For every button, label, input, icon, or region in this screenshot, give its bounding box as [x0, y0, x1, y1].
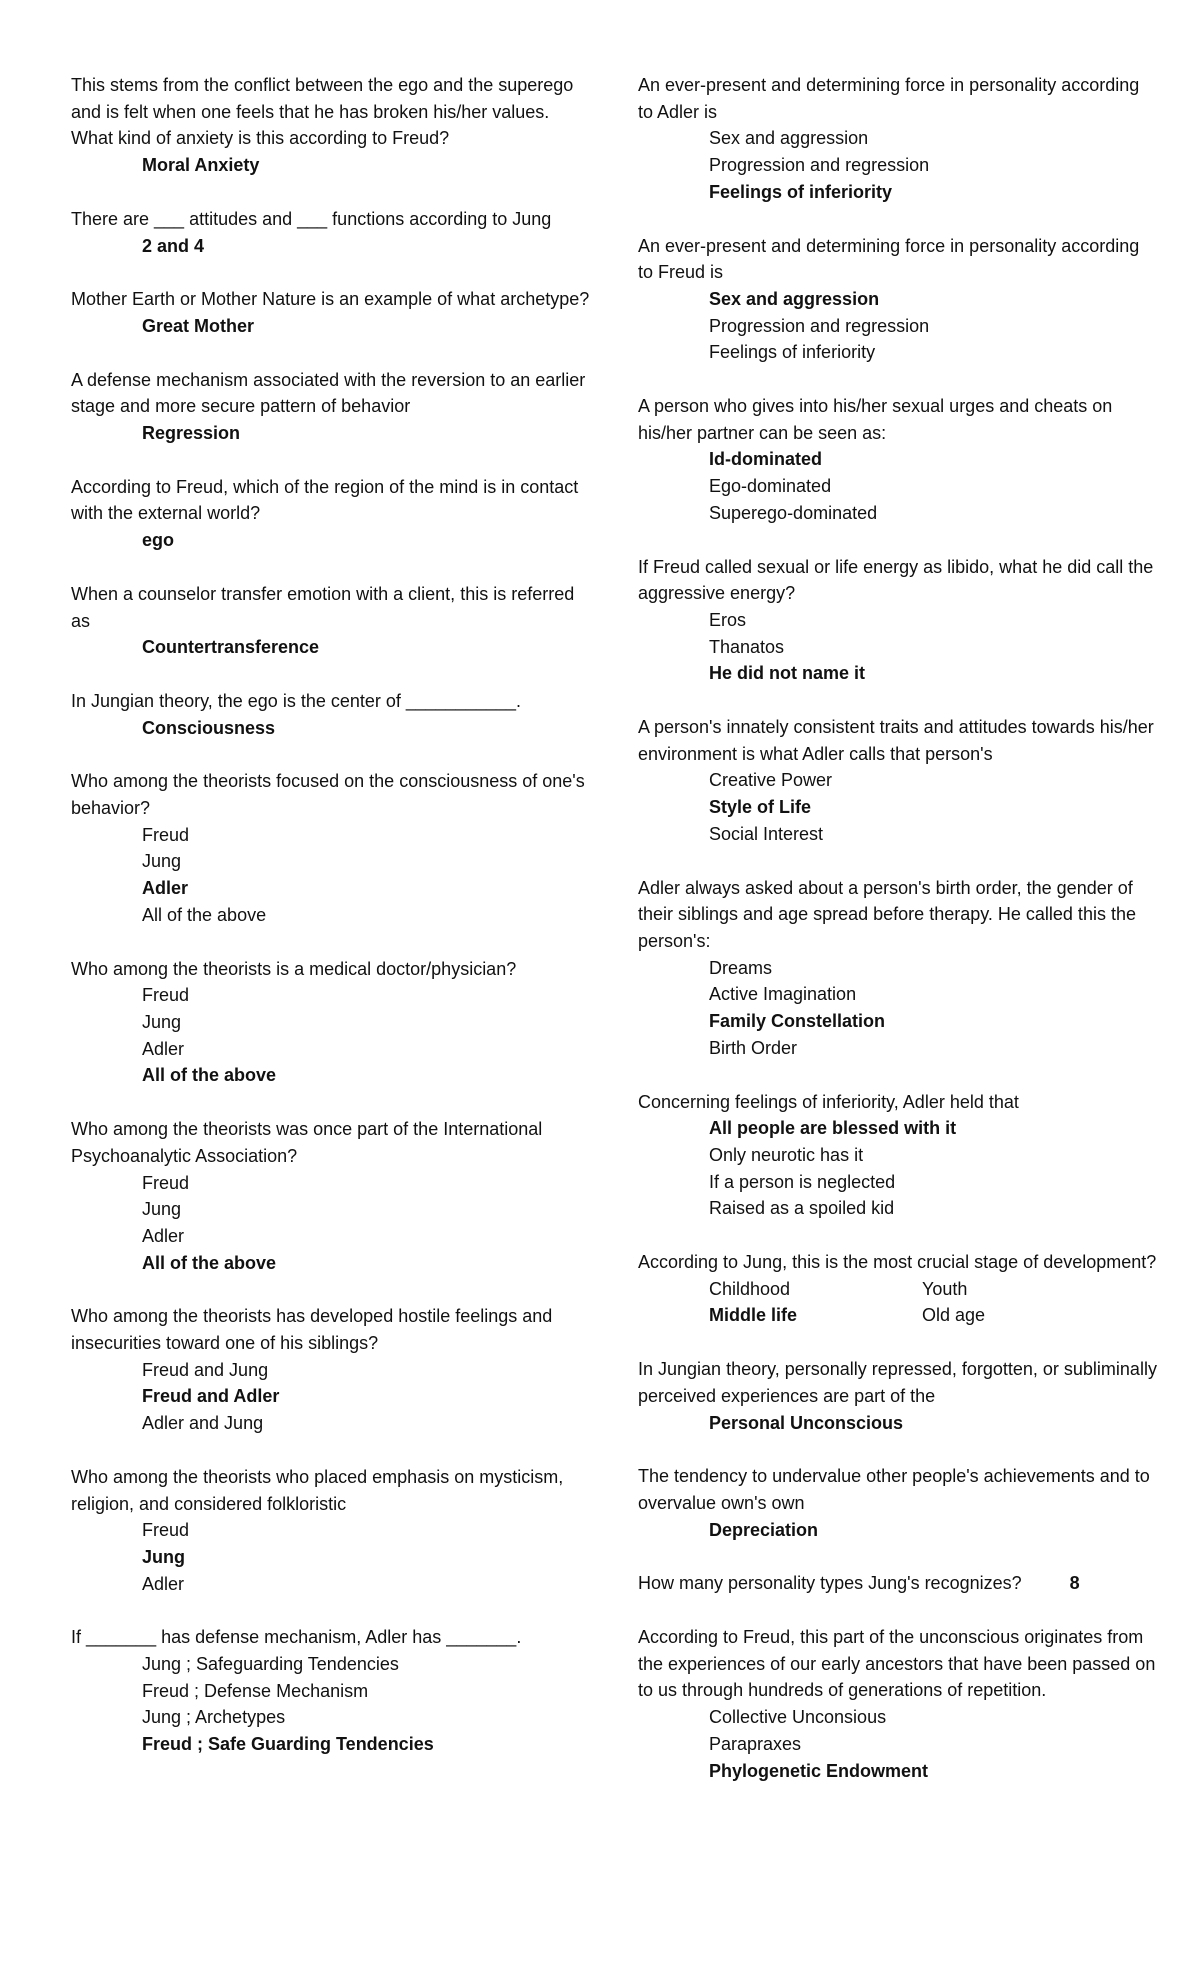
answer-options [71, 634, 591, 661]
correct-answer-option: Countertransference [142, 637, 320, 658]
question-text: A person's innately consistent traits and attitudes towards his/her environment is what Adler calls that person's [638, 717, 1154, 764]
correct-answer-option: All people are blessed with it [709, 1118, 957, 1139]
answer-option: Adler and Jung [142, 1413, 264, 1434]
question-text: This stems from the conflict between the ego and the superego and is felt when one feels that he has broken his/her values. What kind of anxiety is this according to Freud? [71, 75, 574, 149]
question-text: A person who gives into his/her sexual urges and cheats on his/her partner can be seen as: [638, 396, 1113, 443]
question-text: Who among the theorists focused on the consciousness of one's behavior? [71, 771, 585, 819]
question-block [71, 956, 591, 1090]
question-text: Mother Earth or Mother Nature is an example of what archetype? [71, 289, 590, 310]
question-block [638, 1624, 1158, 1784]
right-column [638, 72, 1158, 1811]
question-text: Who among the theorists who placed emphasis on mysticism, religion, and considered folkloristic [71, 1466, 564, 1514]
question-block [71, 1116, 591, 1276]
answer-options [638, 125, 1158, 205]
answer-option: Jung [142, 1199, 182, 1220]
question-text: A defense mechanism associated with the reversion to an earlier stage and more secure pattern of behavior [71, 369, 586, 417]
correct-answer-option: Great Mother [142, 315, 255, 336]
question-text: According to Jung, this is the most crucial stage of development? [638, 1252, 1157, 1273]
answer-option: Freud and Jung [142, 1359, 269, 1380]
question-block [638, 1356, 1158, 1436]
answer-option: Jung [142, 1011, 182, 1032]
answer-option: Jung [142, 851, 182, 872]
correct-answer-option: Consciousness [142, 717, 276, 738]
correct-answer-option: Personal Unconscious [709, 1412, 904, 1433]
correct-answer-option: Jung [142, 1546, 185, 1567]
answer-option: Old age [922, 1305, 986, 1326]
correct-answer-option: Depreciation [709, 1519, 819, 1540]
correct-answer-option: 2 and 4 [142, 235, 205, 256]
answer-option: Progression and regression [709, 155, 930, 176]
correct-answer-option: All of the above [142, 1065, 277, 1086]
answer-options [638, 1115, 1158, 1222]
answer-options [71, 527, 591, 554]
correct-answer-option: Freud ; Safe Guarding Tendencies [142, 1734, 434, 1755]
answer-text: 8 [1069, 1573, 1080, 1594]
correct-answer-option: Phylogenetic Endowment [709, 1760, 929, 1781]
answer-options [638, 1517, 1158, 1544]
question-block [71, 474, 591, 554]
question-block [638, 875, 1158, 1062]
answer-options [638, 1410, 1158, 1437]
answer-option: Ego-dominated [709, 476, 832, 497]
answer-options [71, 1170, 591, 1277]
answer-option: Childhood [709, 1278, 791, 1299]
answer-option: Adler [142, 1038, 185, 1059]
question-block [638, 233, 1158, 367]
answer-options [638, 446, 1158, 526]
correct-answer-option: All of the above [142, 1252, 277, 1273]
answer-option: All of the above [142, 904, 267, 925]
answer-options [71, 715, 591, 742]
answer-option: Freud ; Defense Mechanism [142, 1680, 369, 1701]
question-block [71, 581, 591, 661]
answer-option: Adler [142, 1573, 185, 1594]
correct-answer-option: Adler [142, 878, 189, 899]
answer-option: Thanatos [709, 636, 785, 657]
answer-options [71, 313, 591, 340]
question-block [71, 1464, 591, 1598]
answer-options [71, 982, 591, 1089]
question-block [71, 1624, 591, 1758]
answer-option: Youth [922, 1278, 968, 1299]
answer-option: Parapraxes [709, 1733, 802, 1754]
answer-option: Dreams [709, 957, 773, 978]
question-text: The tendency to undervalue other people's achievements and to overvalue own's own [638, 1466, 1150, 1513]
correct-answer-option: Regression [142, 423, 241, 444]
question-text: According to Freud, which of the region of the mind is in contact with the external world? [71, 476, 579, 524]
left-column [71, 72, 591, 1785]
correct-answer-option: He did not name it [709, 663, 866, 684]
question-block [638, 1570, 1158, 1597]
question-block [71, 72, 591, 179]
answer-options [71, 233, 591, 260]
question-text: According to Freud, this part of the unconscious originates from the experiences of our early ancestors that have been passed on to us through hundreds of generations of repetition. [638, 1627, 1156, 1701]
question-row [638, 1570, 1158, 1597]
answer-options [638, 955, 1158, 1062]
question-block [638, 1089, 1158, 1223]
question-block [71, 768, 591, 928]
answer-option: Freud [142, 1172, 190, 1193]
question-block [638, 72, 1158, 206]
question-block [71, 1303, 591, 1437]
correct-answer-option: Middle life [709, 1305, 798, 1326]
answer-options [71, 420, 591, 447]
answer-options [71, 152, 591, 179]
question-text: Who among the theorists has developed hostile feelings and insecurities toward one of his siblings? [71, 1306, 553, 1354]
question-block [638, 1463, 1158, 1543]
question-text: How many personality types Jung's recognizes? [638, 1573, 1022, 1594]
correct-answer-option: Family Constellation [709, 1011, 886, 1032]
answer-option: Birth Order [709, 1037, 798, 1058]
answer-option: Adler [142, 1225, 185, 1246]
question-block [638, 1249, 1158, 1329]
answer-options [638, 1704, 1158, 1784]
answer-options [638, 1276, 1158, 1329]
question-text: When a counselor transfer emotion with a client, this is referred as [71, 583, 575, 631]
answer-options [71, 1651, 591, 1758]
question-text: Who among the theorists is a medical doctor/physician? [71, 958, 517, 979]
answer-option: Collective Unconsious [709, 1707, 887, 1728]
answer-option: Social Interest [709, 823, 824, 844]
answer-option: Superego-dominated [709, 502, 878, 523]
question-block [638, 714, 1158, 848]
correct-answer-option: Freud and Adler [142, 1386, 280, 1407]
correct-answer-option: Moral Anxiety [142, 155, 260, 176]
answer-options [71, 822, 591, 929]
answer-option: If a person is neglected [709, 1171, 896, 1192]
answer-options [638, 767, 1158, 847]
correct-answer-option: ego [142, 530, 175, 551]
answer-option: Sex and aggression [709, 128, 869, 149]
correct-answer-option: Id-dominated [709, 449, 822, 470]
answer-options [638, 607, 1158, 687]
answer-option: Freud [142, 985, 190, 1006]
answer-options [71, 1357, 591, 1437]
answer-options [638, 286, 1158, 366]
answer-option: Active Imagination [709, 984, 857, 1005]
answer-option: Jung ; Archetypes [142, 1707, 286, 1728]
question-block [638, 393, 1158, 527]
question-text: An ever-present and determining force in personality according to Adler is [638, 75, 1140, 122]
answer-option: Progression and regression [709, 315, 930, 336]
answer-option: Freud [142, 824, 190, 845]
correct-answer-option: Style of Life [709, 797, 812, 818]
correct-answer-option: Feelings of inferiority [709, 181, 893, 202]
question-text: In Jungian theory, personally repressed, forgotten, or subliminally perceived experiences are part of the [638, 1359, 1157, 1406]
question-text: Concerning feelings of inferiority, Adler held that [638, 1091, 1019, 1112]
answer-options [71, 1517, 591, 1597]
question-text: An ever-present and determining force in personality according to Freud is [638, 235, 1140, 283]
answer-option: Feelings of inferiority [709, 342, 876, 363]
question-text: There are ___ attitudes and ___ functions according to Jung [71, 208, 552, 229]
answer-option: Raised as a spoiled kid [709, 1198, 895, 1219]
question-block [71, 286, 591, 339]
answer-option: Creative Power [709, 770, 833, 791]
answer-option: Jung ; Safeguarding Tendencies [142, 1654, 399, 1675]
question-block [638, 554, 1158, 688]
question-text: In Jungian theory, the ego is the center of ___________. [71, 690, 521, 711]
question-text: Who among the theorists was once part of the International Psychoanalytic Association? [71, 1119, 543, 1166]
question-block [71, 688, 591, 741]
answer-option: Freud [142, 1520, 190, 1541]
question-text: Adler always asked about a person's birth order, the gender of their siblings and age spread before therapy. He called this the person's: [638, 877, 1136, 951]
question-block [71, 206, 591, 259]
question-block [71, 367, 591, 447]
answer-option: Only neurotic has it [709, 1144, 864, 1165]
question-text: If Freud called sexual or life energy as libido, what he did call the aggressive energy? [638, 556, 1154, 604]
answer-option: Eros [709, 609, 747, 630]
correct-answer-option: Sex and aggression [709, 288, 880, 309]
question-text: If _______ has defense mechanism, Adler has _______. [71, 1627, 522, 1648]
